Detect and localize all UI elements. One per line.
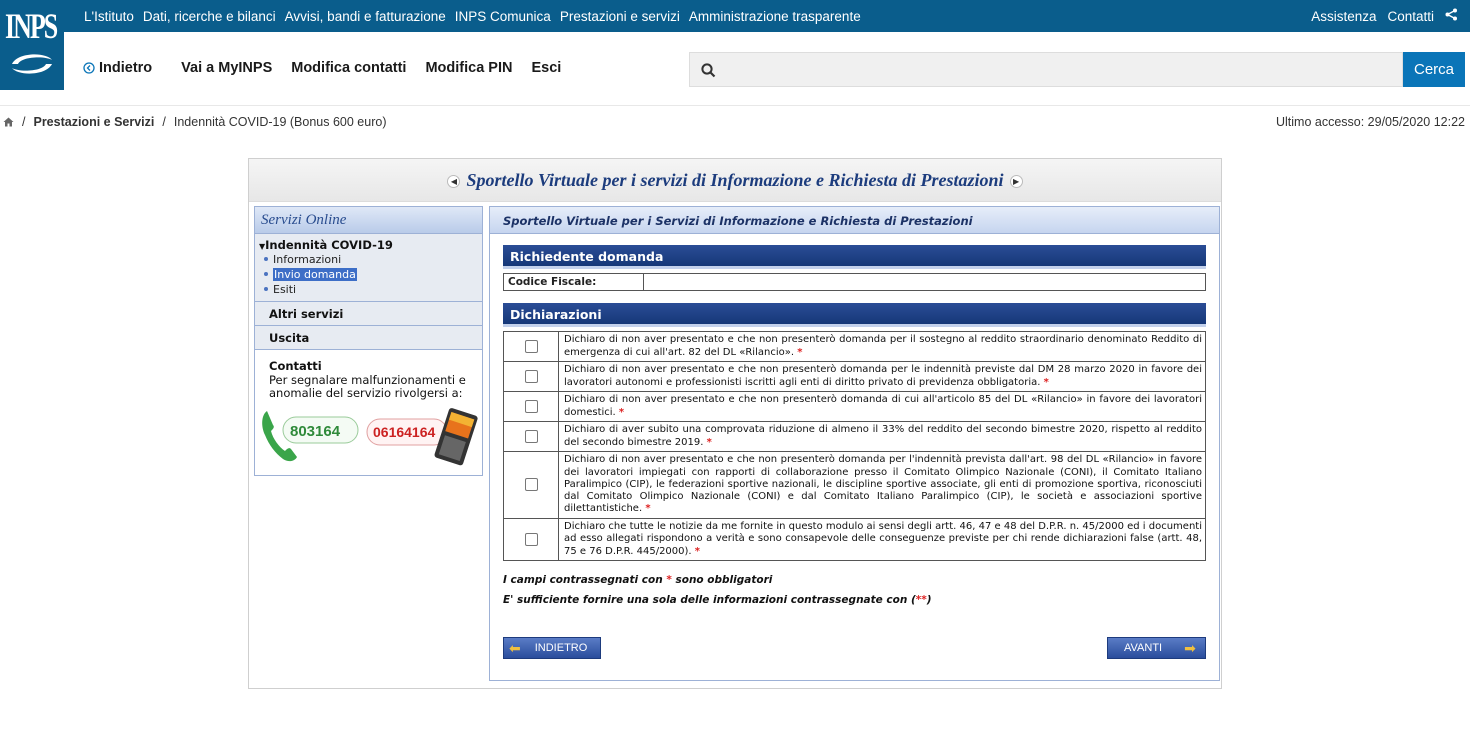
inps-logo[interactable] [0, 0, 64, 90]
declaration-text-5: Dichiaro di non aver presentato e che non presenterò domanda per l'indennità prevista dall'art. 98 del DL «Rilancio» in favore dei lavoratori impiegati con rapporti di collaborazione presso il Comitato Olimpico Nazionale (CONI), il Comitato Italiano Paralimpico (CIP), le federazioni sportive nazionali, le discipline sportive associate, gli enti di promozione sportiva, riconosciuti dal Comitato Olimpico Nazionale (CONI) e dal Comitato Italiano Paralimpico (CIP), le società e associazioni sportive dilettantistiche. [564, 454, 1202, 515]
assistenza-link[interactable]: Assistenza [1311, 8, 1377, 24]
top-bar [0, 0, 1470, 32]
top-link-trasparente[interactable]: Amministrazione trasparente [688, 8, 861, 24]
declaration-text-3: Dichiaro di non aver presentato e che non presenterò domanda di cui all'articolo 85 del DL «Rilancio» in favore dei lavoratori domestici. [564, 394, 1202, 418]
avanti-label: AVANTI [1124, 642, 1163, 654]
phone-2-text: 06164164 [373, 424, 436, 440]
contacts-text: Per segnalare malfunzionamenti e anomalie del servizio rivolgersi a: [269, 372, 466, 400]
declaration-text-4: Dichiaro di aver subito una comprovata riduzione di almeno il 33% del reddito del secondo bimestre 2020, rispetto al reddito del secondo bimestre 2019. [564, 424, 1202, 448]
richiedente-header: Richiedente domanda [503, 245, 1206, 269]
content-area [489, 206, 1220, 681]
declaration-checkbox-2[interactable] [525, 370, 538, 383]
top-link-avvisi[interactable]: Avvisi, bandi e fatturazione [284, 8, 446, 24]
codice-fiscale-label: Codice Fiscale: [504, 274, 644, 290]
declaration-row [504, 332, 1206, 362]
panel-title-text: Sportello Virtuale per i servizi di Informazione e Richiesta di Prestazioni [466, 170, 1004, 190]
nav-bar [0, 32, 1470, 106]
esci-link[interactable]: Esci [531, 60, 562, 76]
mobile-phone-icon [434, 407, 479, 466]
sidebar-item-invio-domanda[interactable]: Invio domanda [259, 267, 482, 282]
declaration-checkbox-1[interactable] [525, 340, 538, 353]
home-icon[interactable] [3, 117, 14, 127]
top-link-dati[interactable]: Dati, ricerche e bilanci [142, 8, 276, 24]
declarations-table [503, 331, 1206, 561]
codice-fiscale-value [644, 274, 1205, 290]
main-panel [248, 158, 1222, 689]
sidebar-item-uscita[interactable]: Uscita [255, 326, 482, 350]
sidebar-group-title[interactable]: ▼Indennità COVID-19 [259, 238, 393, 252]
search-button[interactable]: Cerca [1403, 52, 1465, 87]
caret-down-icon: ▼ [259, 242, 266, 251]
top-right-links [1311, 0, 1458, 32]
logo-swoosh-icon [8, 50, 56, 78]
declaration-checkbox-5[interactable] [525, 478, 538, 491]
arrow-left-icon: ⬅ [509, 639, 521, 656]
declaration-checkbox-3[interactable] [525, 400, 538, 413]
myinps-link[interactable]: Vai a MyINPS [181, 60, 273, 76]
top-link-prestazioni[interactable]: Prestazioni e servizi [559, 8, 680, 24]
share-icon[interactable] [1445, 8, 1458, 24]
required-mark: * [645, 503, 651, 515]
codice-fiscale-row [503, 273, 1206, 291]
declaration-row [504, 362, 1206, 392]
next-arrow-icon[interactable]: ▶ [1010, 175, 1023, 188]
back-circle-icon [83, 62, 95, 74]
required-mark: * [1043, 376, 1049, 388]
back-link[interactable] [83, 60, 152, 76]
avanti-button[interactable] [1107, 637, 1206, 659]
required-mark: * [694, 545, 701, 557]
top-link-comunica[interactable]: INPS Comunica [454, 8, 551, 24]
declaration-text-2: Dichiaro di non aver presentato e che non presenterò domanda per le indennità previste dal DM 28 marzo 2020 in favore dei lavoratori autonomi e professionisti iscritti agli enti di diritto privato di previdenza obbligatoria. [564, 364, 1202, 388]
breadcrumb-sep: / [22, 115, 26, 129]
declaration-checkbox-6[interactable] [525, 533, 538, 546]
search-icon [701, 63, 716, 78]
back-label: Indietro [99, 60, 153, 76]
sidebar-group-covid [255, 234, 482, 302]
top-link-istituto[interactable]: L'Istituto [84, 8, 134, 24]
declaration-row [504, 452, 1206, 519]
declaration-row [504, 422, 1206, 452]
content-title: Sportello Virtuale per i Servizi di Informazione e Richiesta di Prestazioni [490, 207, 1219, 234]
panel-header [249, 159, 1221, 202]
breadcrumb [3, 115, 386, 129]
sidebar-title: Servizi Online [255, 207, 482, 234]
arrow-right-icon: ➡ [1184, 639, 1196, 656]
declaration-text-1: Dichiaro di non aver presentato e che non presenterò domanda per il sostegno al reddito straordinario denominato Reddito di emergenza di cui all'art. 82 del DL «Rilancio». [564, 334, 1202, 358]
phone-1-text: 803164 [290, 423, 341, 440]
sidebar-item-altri-servizi[interactable]: Altri servizi [255, 302, 482, 326]
double-star-note: E' sufficiente fornire una sola delle informazioni contrassegnate con (**) [503, 594, 932, 606]
indietro-label: INDIETRO [534, 642, 588, 654]
phone-numbers-image [259, 405, 479, 467]
sidebar-contacts [255, 350, 482, 401]
nav-links [83, 60, 561, 76]
required-mark: * [618, 406, 625, 418]
required-note: I campi contrassegnati con * sono obbligatori [503, 574, 773, 586]
declaration-checkbox-4[interactable] [525, 430, 538, 443]
panel-title [249, 170, 1221, 191]
breadcrumb-sep: / [162, 115, 166, 129]
contatti-link[interactable]: Contatti [1387, 8, 1434, 24]
logo-text: INPS [5, 6, 57, 47]
search-input[interactable] [689, 52, 1403, 87]
sidebar-item-informazioni[interactable]: Informazioni [259, 252, 482, 267]
declaration-text-6: Dichiaro che tutte le notizie da me fornite in questo modulo ai sensi degli artt. 46, 47 e 48 del D.P.R. n. 45/2000 ed i documenti ad esso allegati rispondono a verità e sono consapevole delle conseguenze previste per chi rende dichiarazioni false (artt. 48, 75 e 76 D.P.R. 445/2000). [564, 521, 1202, 557]
dichiarazioni-header: Dichiarazioni [503, 303, 1206, 327]
declaration-row [504, 519, 1206, 561]
sidebar-item-esiti[interactable]: Esiti [259, 282, 482, 297]
declaration-row [504, 392, 1206, 422]
last-access: Ultimo accesso: 29/05/2020 12:22 [1275, 115, 1465, 129]
contacts-title: Contatti [269, 359, 322, 373]
indietro-button[interactable] [503, 637, 601, 659]
breadcrumb-current: Indennità COVID-19 (Bonus 600 euro) [173, 115, 387, 129]
modifica-pin-link[interactable]: Modifica PIN [425, 60, 513, 76]
modifica-contatti-link[interactable]: Modifica contatti [291, 60, 407, 76]
required-mark: * [797, 346, 803, 358]
required-mark: * [706, 436, 712, 448]
sidebar [254, 206, 483, 476]
top-nav [84, 0, 861, 32]
breadcrumb-prestazioni[interactable]: Prestazioni e Servizi [33, 115, 155, 129]
prev-arrow-icon[interactable]: ◀ [447, 175, 460, 188]
